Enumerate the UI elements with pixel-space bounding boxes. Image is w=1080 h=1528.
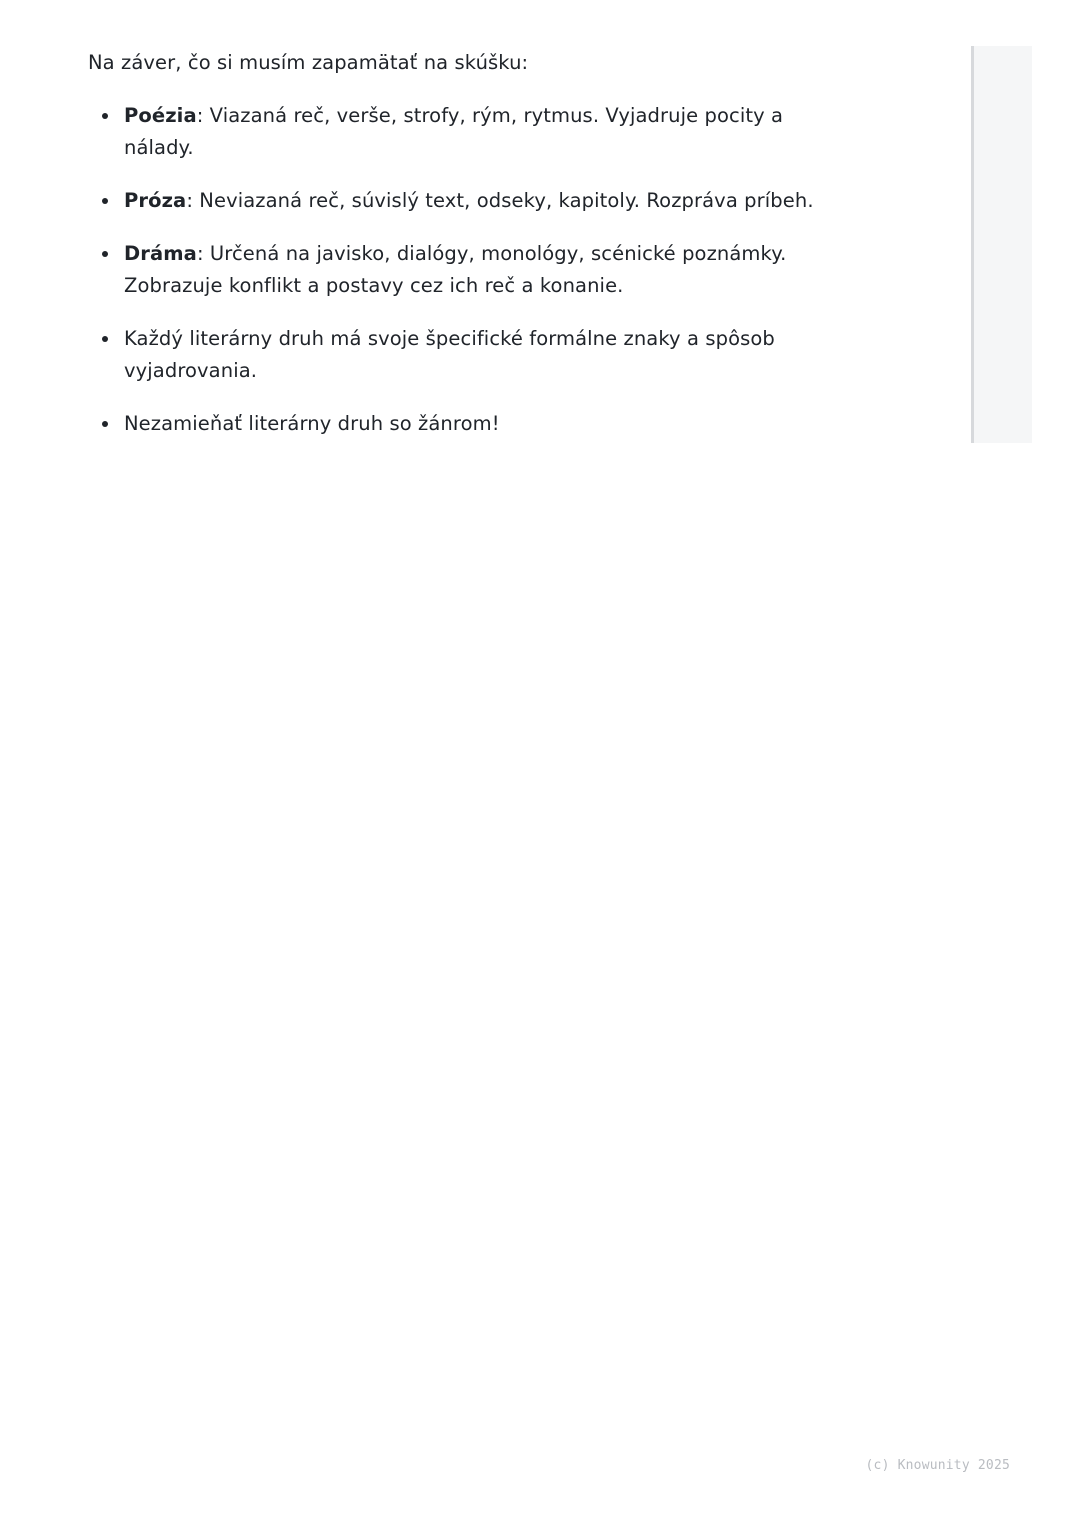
list-item [88,185,824,217]
list-item-text: Nezamieňať literárny druh so žánrom! [124,412,500,435]
list-item [88,238,824,302]
intro-paragraph: Na záver, čo si musím zapamätať na skúšku: [88,51,529,74]
list-item-text: Každý literárny druh má svoje špecifické formálne znaky a spôsob vyjadrovania. [124,327,775,382]
list-item-lead: Dráma [124,242,197,265]
side-panel [974,46,1032,443]
bullet-icon [102,113,108,119]
list-item [88,408,824,440]
document-content [88,48,878,440]
bullet-icon [102,421,108,427]
list-item-text: : Viazaná reč, verše, strofy, rým, rytmus. Vyjadruje pocity a nálady. [124,104,784,159]
bullet-icon [102,336,108,342]
list-item-text: : Neviazaná reč, súvislý text, odseky, kapitoly. Rozpráva príbeh. [186,189,814,212]
list-item [88,100,824,164]
summary-list [88,100,878,440]
bullet-icon [102,198,108,204]
list-item [88,323,824,387]
copyright-footer: (c) Knowunity 2025 [865,1458,1010,1473]
list-item-lead: Próza [124,189,187,212]
list-item-text: : Určená na javisko, dialógy, monológy, scénické poznámky. Zobrazuje konflikt a postavy cez ich reč a konanie. [124,242,787,297]
bullet-icon [102,251,108,257]
list-item-lead: Poézia [124,104,197,127]
